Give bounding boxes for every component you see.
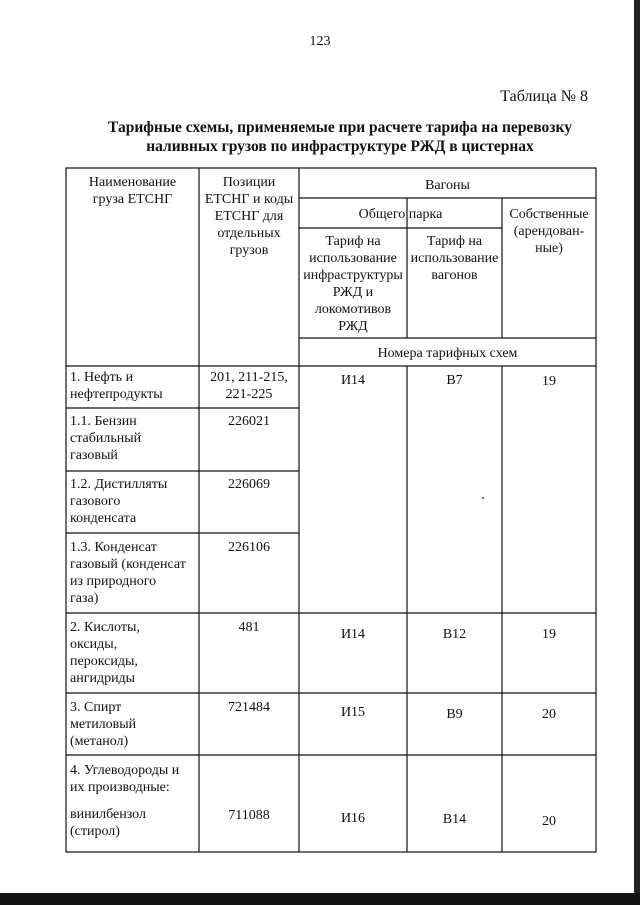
title-line-1: Тарифные схемы, применяемые при расчете тарифа на перевозку: [108, 119, 572, 136]
row-2-name: 2. Кислоты, оксиды, пероксиды, ангидриды: [70, 620, 140, 686]
header-tariff-wagons: Тариф на использование вагонов: [410, 234, 499, 283]
header-codes: Позиции ЕТСНГ и коды ЕТСНГ для отдельных грузов: [204, 175, 294, 258]
header-tariff-infra: Тариф на использование инфраструктуры РЖД и локомотивов РЖД: [303, 234, 403, 334]
row-4-1-own: 20: [542, 814, 556, 829]
page-number: 123: [309, 34, 331, 49]
row-1-infra: И14: [340, 373, 366, 388]
header-name: Наименование груза ЕТСНГ: [88, 175, 177, 207]
row-3-own: 20: [542, 707, 556, 722]
row-1-1-name: 1.1. Бензин стабильный газовый: [70, 414, 142, 463]
header-scheme-numbers: Номера тарифных схем: [377, 346, 518, 361]
header-own: Собственные (арендован- ные): [509, 207, 589, 256]
header-wagons: Вагоны: [425, 178, 470, 193]
row-4-1-infra: И16: [340, 811, 366, 826]
row-2-wagons: В12: [442, 627, 467, 642]
row-2-code: 481: [238, 620, 260, 635]
row-2-own: 19: [542, 627, 556, 642]
header-common-park: Общего парка: [358, 207, 443, 222]
title-line-2: наливных грузов по инфраструктуре РЖД в цистернах: [146, 138, 534, 155]
row-1-name: 1. Нефть и нефтепродукты: [70, 370, 163, 402]
row-2-infra: И14: [340, 627, 366, 642]
scan-bottom-edge: [0, 893, 640, 905]
scan-speck: [482, 497, 484, 499]
row-1-1-code: 226021: [228, 414, 270, 429]
row-4-1-wagons: В14: [442, 812, 467, 827]
row-4-name: 4. Углеводороды и их производные:: [70, 763, 180, 795]
row-3-infra: И15: [340, 705, 366, 720]
row-1-code: 201, 211-215, 221-225: [210, 370, 288, 402]
row-1-3-code: 226106: [228, 540, 270, 555]
row-1-2-code: 226069: [228, 477, 270, 492]
row-1-own: 19: [542, 374, 556, 389]
row-4-1-name: винилбензол (стирол): [70, 807, 146, 839]
row-3-code: 721484: [228, 700, 270, 715]
row-1-wagons: В7: [446, 373, 463, 388]
row-3-wagons: В9: [446, 707, 463, 722]
row-1-3-name: 1.3. Конденсат газовый (конденсат из природного газа): [70, 540, 186, 606]
row-4-1-code: 711088: [228, 808, 270, 823]
scan-right-edge: [634, 0, 640, 905]
row-1-2-name: 1.2. Дистилляты газового конденсата: [70, 477, 168, 526]
row-3-name: 3. Спирт метиловый (метанол): [70, 700, 137, 749]
table-label: Таблица № 8: [500, 88, 588, 105]
